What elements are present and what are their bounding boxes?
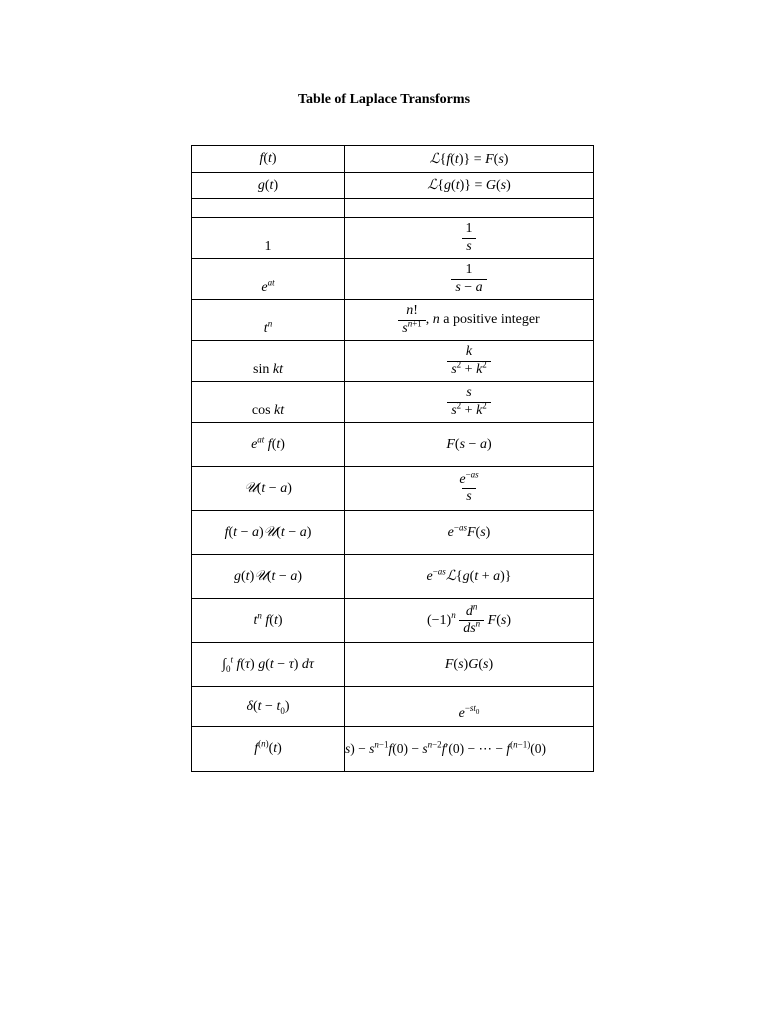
table-row <box>192 643 594 687</box>
function-cell: $t^n$ f(t) <box>192 599 345 643</box>
function-cell: 𝒰(t − a) <box>192 467 345 511</box>
transform-cell: $(-1)^n$ $\frac{d^n}{ds^n}$ F(s) <box>345 599 594 643</box>
table-row <box>192 599 594 643</box>
page-title: Table of Laplace Transforms <box>297 92 471 107</box>
function-cell: 1 <box>192 218 345 259</box>
function-cell: cos kt <box>192 382 345 423</box>
fraction: $\frac{e^{-as}}{s}$ <box>459 469 479 504</box>
fraction: $\frac{k}{s^2 + k^2}$ <box>447 344 491 377</box>
transform-cell <box>345 341 594 382</box>
table-row <box>192 511 594 555</box>
table-row <box>192 687 594 727</box>
function-cell: $t^n$ <box>192 300 345 341</box>
function-cell: $f^{(n)}(t)$ <box>192 727 345 772</box>
function-cell: $e^{at}$ f(t) <box>192 423 345 467</box>
transform-cell: F(s − a) <box>345 423 594 467</box>
transform-cell: $e^{-as}ℒ\{g(t + a)\}$ <box>345 555 594 599</box>
transform-cell <box>345 199 594 218</box>
table-row <box>192 467 594 511</box>
transform-cell <box>345 467 594 511</box>
function-cell: f(t − a)𝒰(t − a) <box>192 511 345 555</box>
fraction: $\frac{1}{s - a}$ <box>451 262 486 295</box>
function-cell: g(t) <box>192 173 345 199</box>
function-cell: g(t)𝒰(t − a) <box>192 555 345 599</box>
transform-cell <box>345 259 594 300</box>
function-cell: $\int_0^t$ f(τ) g(t − τ) dτ <box>192 643 345 687</box>
transform-cell: $s) - s^{n-1}f(0) - s^{n-2}f'(0)$ − ⋯ − $f^{(n-1)}(0)$ <box>345 727 594 772</box>
transform-cell: F(s)G(s) <box>345 643 594 687</box>
table-row <box>192 423 594 467</box>
table-row <box>192 218 594 259</box>
function-cell: $\delta(t - t_0)$ <box>192 687 345 727</box>
table-row <box>192 259 594 300</box>
transform-cell: $e^{-st_0}$ <box>345 687 594 727</box>
transform-cell: $\frac{n!}{s^{n+1}}$ , n a positive integer <box>345 300 594 341</box>
transform-cell: ℒ{f(t)} = F(s) <box>345 146 594 173</box>
table-row <box>192 146 594 173</box>
fraction: $\frac{d^n}{ds^n}$ <box>459 604 484 637</box>
function-cell <box>192 199 345 218</box>
fraction: $\frac{n!}{s^{n+1}}$ <box>398 303 426 336</box>
table-row <box>192 555 594 599</box>
function-cell: $e^{at}$ <box>192 259 345 300</box>
table-row <box>192 199 594 218</box>
table-row <box>192 382 594 423</box>
function-cell: sin kt <box>192 341 345 382</box>
table-row <box>192 173 594 199</box>
fraction: $\frac{1}{s}$ <box>462 221 475 254</box>
function-cell: f(t) <box>192 146 345 173</box>
transform-cell <box>345 218 594 259</box>
table-row <box>192 727 594 772</box>
laplace-table <box>191 145 594 772</box>
table-row <box>192 341 594 382</box>
transform-cell <box>345 382 594 423</box>
transform-cell: $e^{-as}F(s)$ <box>345 511 594 555</box>
transform-cell: ℒ{g(t)} = G(s) <box>345 173 594 199</box>
fraction: $\frac{s}{s^2 + k^2}$ <box>447 385 491 418</box>
table-row <box>192 300 594 341</box>
